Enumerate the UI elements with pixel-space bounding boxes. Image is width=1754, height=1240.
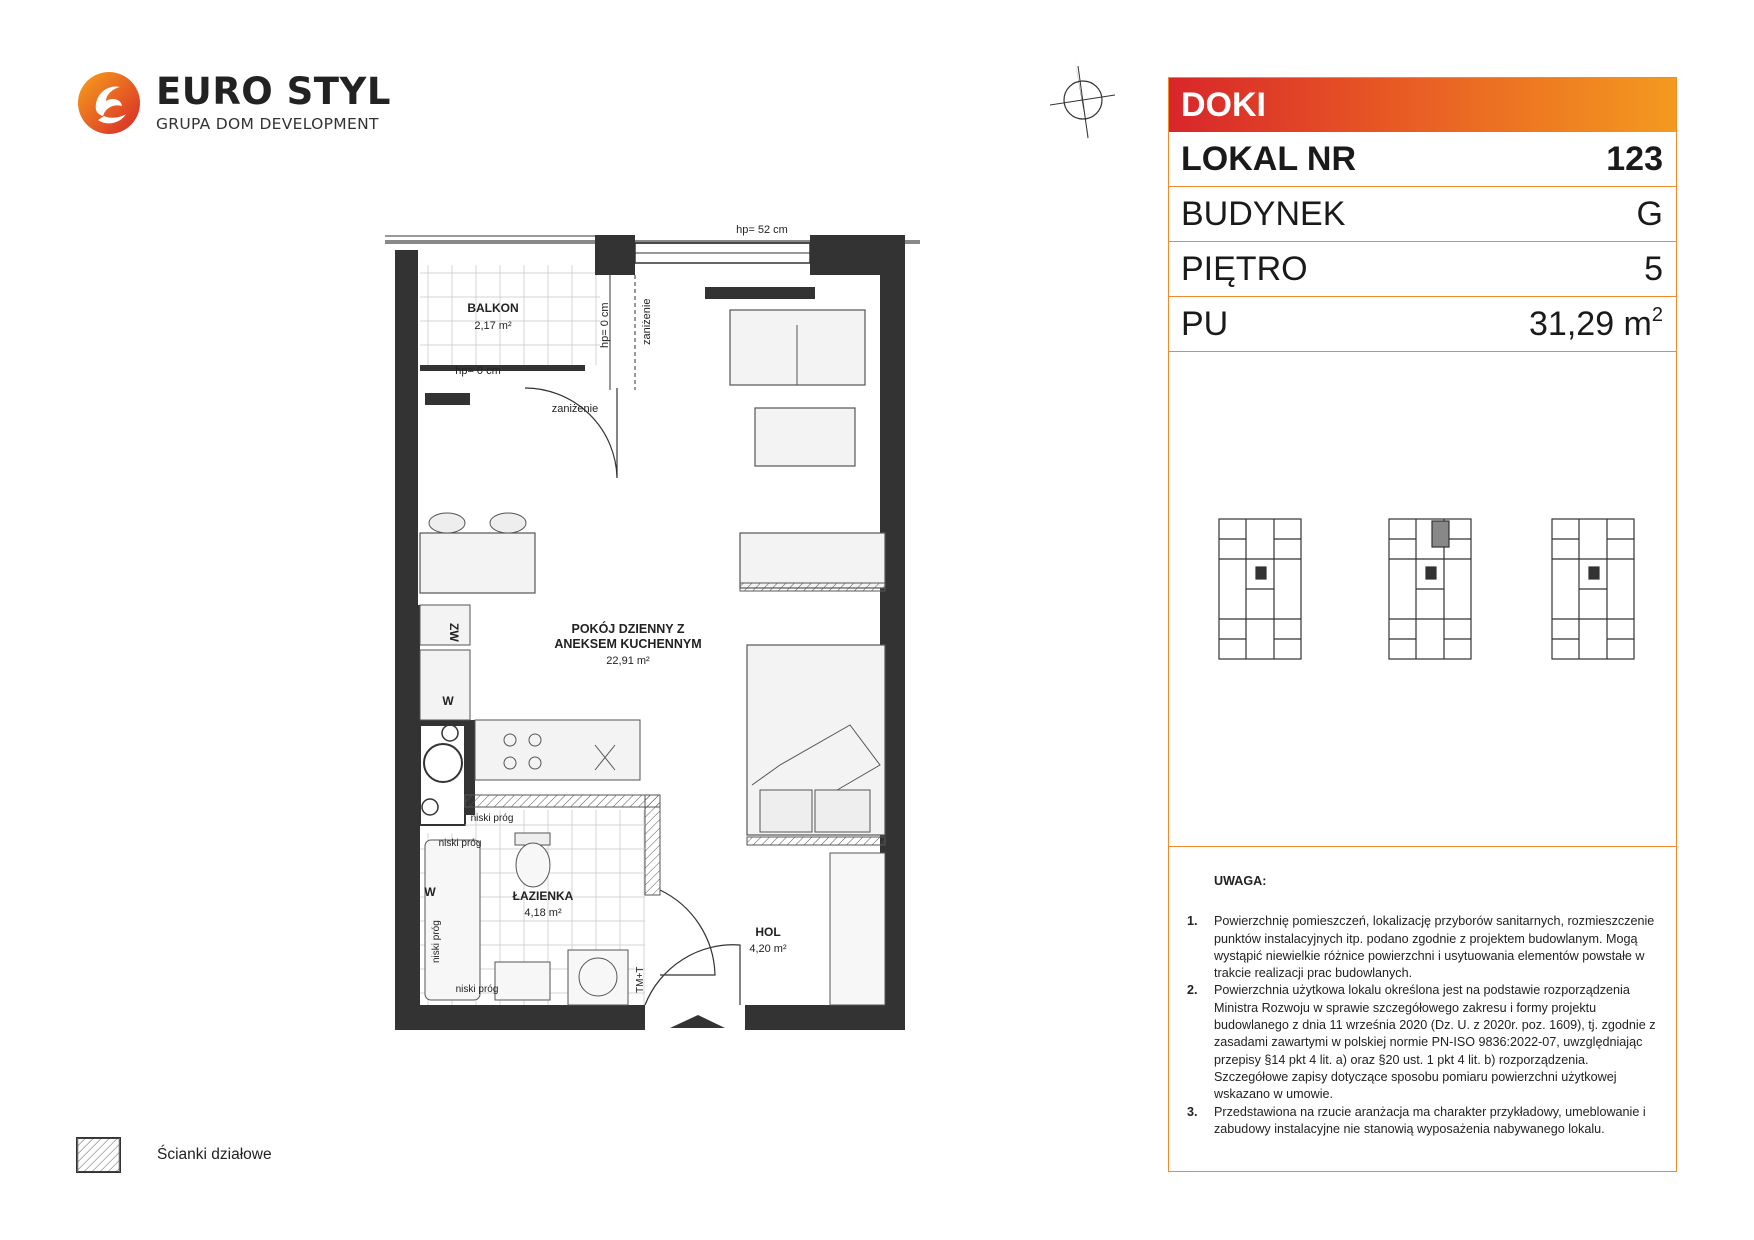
label-low-threshold-3: niski próg [431,920,442,963]
floor-keyplan-thumbnails [1216,515,1646,663]
area-unit-sup: 2 [1651,304,1663,326]
room-name-bathroom: ŁAZIENKA [512,889,574,903]
label-lowering-1: zaniżenie [551,403,599,415]
room-name-living-line2: ANEKSEM KUCHENNYM [554,637,702,651]
room-area-living: 22,91 m² [606,655,650,667]
row-label: LOKAL NR [1181,139,1357,178]
notes-title: UWAGA: [1214,874,1267,888]
row-value: 5 [1644,249,1663,288]
floor-plan [380,225,920,1040]
note-item [1169,982,1676,1103]
label-hp-balcony-bottom: hp= 0 cm [455,365,501,377]
row-label: PIĘTRO [1181,249,1308,288]
label-low-threshold-4: niski próg [455,984,499,995]
label-low-threshold-1: niski próg [470,813,514,824]
notes-section [1169,846,1676,1138]
project-name: DOKI [1181,85,1266,124]
brand-logo [76,70,391,136]
balcony-floor [420,265,600,365]
row-value [1529,304,1663,344]
project-header [1169,78,1676,132]
room-name-living-line1: POKÓJ DZIENNY Z [571,622,685,636]
note-text: Powierzchnię pomieszczeń, lokalizację przyborów sanitarnych, rozmieszczenie punktów instalacyjnych itp. podano zgodnie z projektem budowlanym. Mogą wystąpić niewielkie różnice powierzchni i usytuowania elementów powstałe w trakcie realizacji prac budowlanych. [1214,914,1655,981]
bathroom-door [660,890,715,975]
fridge [420,605,470,645]
label-w-1: W [442,694,454,708]
dishwasher [420,650,470,720]
row-value: 123 [1606,139,1663,178]
washbasin [495,962,550,1000]
tv-unit [740,533,885,588]
note-item [1169,913,1676,982]
label-tm: TM+T [635,966,646,993]
brand-name: EURO STYL [156,70,391,113]
partition-walls-swatch [76,1137,121,1173]
row-label: BUDYNEK [1181,194,1346,233]
row-floor [1169,242,1676,297]
row-usable-area [1169,297,1676,352]
label-w-2: W [424,885,436,899]
room-area-hall: 4,20 m² [749,943,787,955]
note-text: Powierzchnia użytkowa lokalu określona jest na podstawie rozporządzenia Ministra Rozwoju w sprawie szczegółowego zakresu i formy projektu budowlanego z dnia 11 września 2020 (Dz. U. z 2020r. poz. 1609), tj. zgodnie z zasadami zawartymi w polskiej normie PN-ISO 9836:2022-07, uwzględniając przepisy §14 pkt 4 lit. a) oraz §20 ust. 1 pkt 4 lit. b) rozporządzenia. Szczegółowe zapisy dotyczące sposobu pomiaru powierzchni użytkowej wskazano w umowie. [1214,983,1656,1102]
wardrobe [830,853,885,1005]
row-value: G [1636,194,1663,233]
kitchen-counter [475,720,640,780]
bathtub [425,840,480,1000]
room-name-hall: HOL [755,925,781,939]
label-low-threshold-2: niski próg [438,838,482,849]
row-unit-number [1169,132,1676,187]
note-item [1169,1104,1676,1139]
keyplan-middle [1389,519,1471,659]
unit-info-panel [1168,77,1677,1172]
euro-styl-logo-icon [76,70,142,136]
note-number: 2. [1187,983,1198,998]
area-value: 31,29 m [1529,305,1652,343]
room-area-bathroom: 4,18 m² [524,907,562,919]
north-arrow-icon [1045,58,1120,148]
note-number: 1. [1187,914,1198,929]
room-area-balcony: 2,17 m² [474,320,512,332]
row-label: PU [1181,304,1229,343]
row-building [1169,187,1676,242]
room-name-balcony: BALKON [467,301,519,315]
coffee-table [755,408,855,466]
dining-table [420,533,535,593]
toilet [516,843,550,887]
label-hp-window: hp= 52 cm [736,225,788,236]
brand-subtitle: GRUPA DOM DEVELOPMENT [156,115,379,133]
note-number: 3. [1187,1104,1198,1119]
label-hp-balcony-side: hp= 0 cm [599,302,611,348]
note-text: Przedstawiona na rzucie aranżacja ma charakter przykładowy, umeblowanie i zabudowy instalacyjne nie stanowią wyposażenia nabywanego lokalu. [1214,1104,1646,1136]
legend [76,1137,272,1173]
label-lowering-2: zaniżenie [641,298,653,345]
legend-label: Ścianki działowe [157,1146,272,1163]
balcony-door [525,388,617,478]
keyplan-right [1552,519,1634,659]
keyplan-left [1219,519,1301,659]
label-zw: ZW [447,623,461,642]
